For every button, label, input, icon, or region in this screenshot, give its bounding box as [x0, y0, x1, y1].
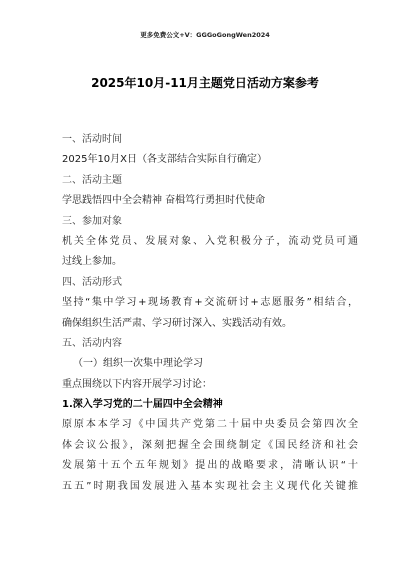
document-line: 三、参加对象	[62, 215, 122, 227]
document-line: 一、活动时间	[62, 134, 122, 145]
document-line: 发展第十五个五年规划》提出的战略要求，清晰认识“十	[62, 460, 358, 472]
document-line: （一）组织一次集中理论学习	[73, 358, 203, 370]
watermark-text: 更多免费公文+V：GGGoGongWen2024	[140, 31, 270, 39]
document-body	[62, 130, 358, 497]
document-line: 2025年10月X日（各支部结合实际自行确定）	[62, 154, 268, 166]
document-line: 机关全体党员、发展对象、入党积极分子，流动党员可通	[62, 235, 358, 247]
document-line: 四、活动形式	[62, 276, 122, 288]
document-line: 五五”时期我国发展进入基本实现社会主义现代化关键推	[62, 480, 358, 492]
document-title: 2025年10月-11月主题党日活动方案参考	[91, 76, 319, 90]
document-line: 五、活动内容	[62, 337, 122, 349]
document-line: 1.深入学习党的二十届四中全会精神	[62, 399, 223, 411]
document-line: 过线上参加。	[62, 256, 122, 268]
document-line: 原原本本学习《中国共产党第二十届中央委员会第四次全	[62, 419, 358, 431]
document-line: 确保组织生活严肃、学习研讨深入、实践活动有效。	[62, 317, 292, 329]
document-line: 二、活动主题	[62, 174, 122, 186]
document-line: 体会议公报》，深刻把握全会围绕制定《国民经济和社会	[62, 439, 358, 451]
document-line: 学思践悟四中全会精神 奋楫笃行勇担时代使命	[62, 195, 266, 207]
document-line: 坚持“集中学习+现场教育+交流研讨+志愿服务”相结合，	[62, 297, 358, 309]
document-line: 重点围绕以下内容开展学习讨论：	[62, 378, 212, 390]
